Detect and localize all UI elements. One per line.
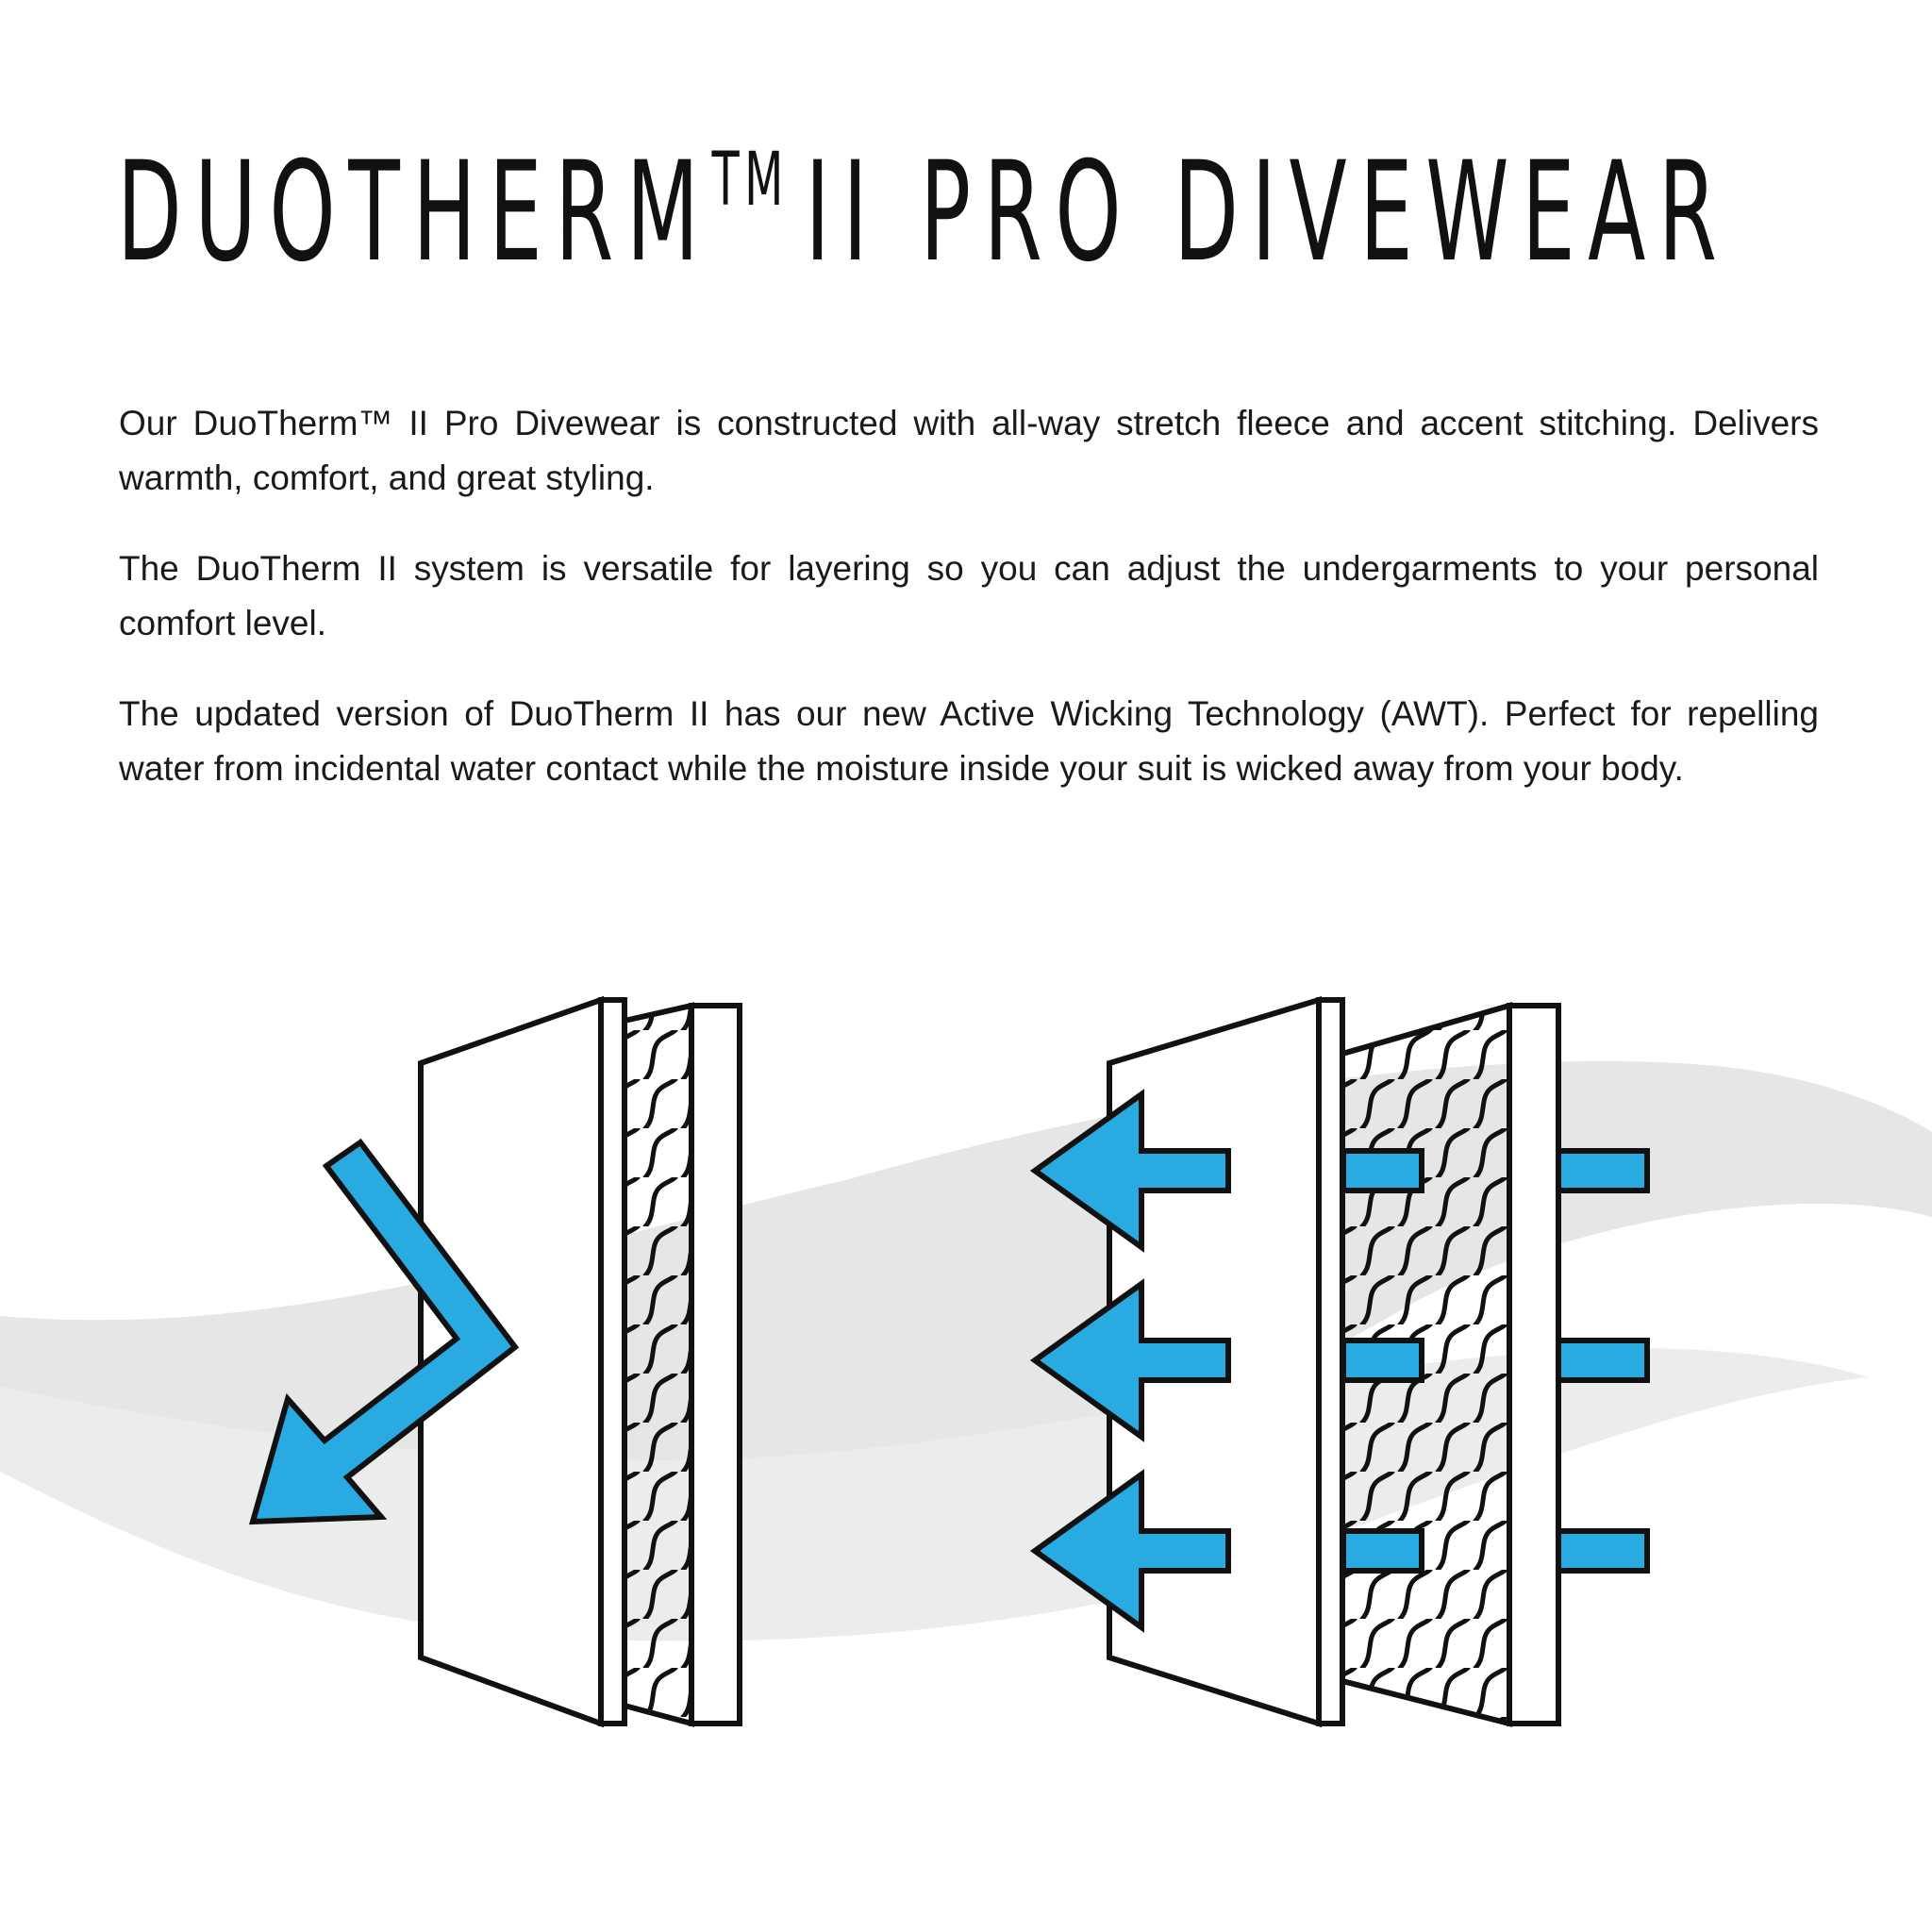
right-fabric-stack <box>1035 1000 1647 1724</box>
outer-shell-layer <box>1509 1006 1558 1724</box>
wick-bar-middle <box>1343 1341 1422 1380</box>
membrane-layer <box>601 1000 625 1724</box>
fleece-layer <box>625 1006 691 1724</box>
trademark-mark: TM <box>711 138 789 223</box>
exit-bar-middle <box>1558 1341 1647 1380</box>
paragraph-construction: Our DuoTherm™ II Pro Divewear is constructed with all-way stretch fleece and accent stitching. Delivers warmth, comfort, and great styling. <box>119 404 1819 497</box>
wick-bar-top <box>1343 1151 1422 1191</box>
title-rest: II PRO DIVEWEAR <box>805 132 1730 292</box>
title-main: DUOTHERM <box>117 132 712 292</box>
paragraph-layering: The DuoTherm II system is versatile for layering so you can adjust the undergarments to your personal comfort level. <box>119 549 1819 642</box>
membrane-layer <box>1319 1000 1342 1724</box>
exit-bar-bottom <box>1558 1531 1647 1571</box>
exit-bar-top <box>1558 1151 1647 1191</box>
paragraph-awt: The updated version of DuoTherm II has our new Active Wicking Technology (AWT). Perfect for repelling water from incidental water contact while the moisture inside your suit is wicked away from your body. <box>119 694 1819 788</box>
wick-bar-bottom <box>1343 1531 1422 1571</box>
outer-shell-layer <box>691 1006 740 1724</box>
